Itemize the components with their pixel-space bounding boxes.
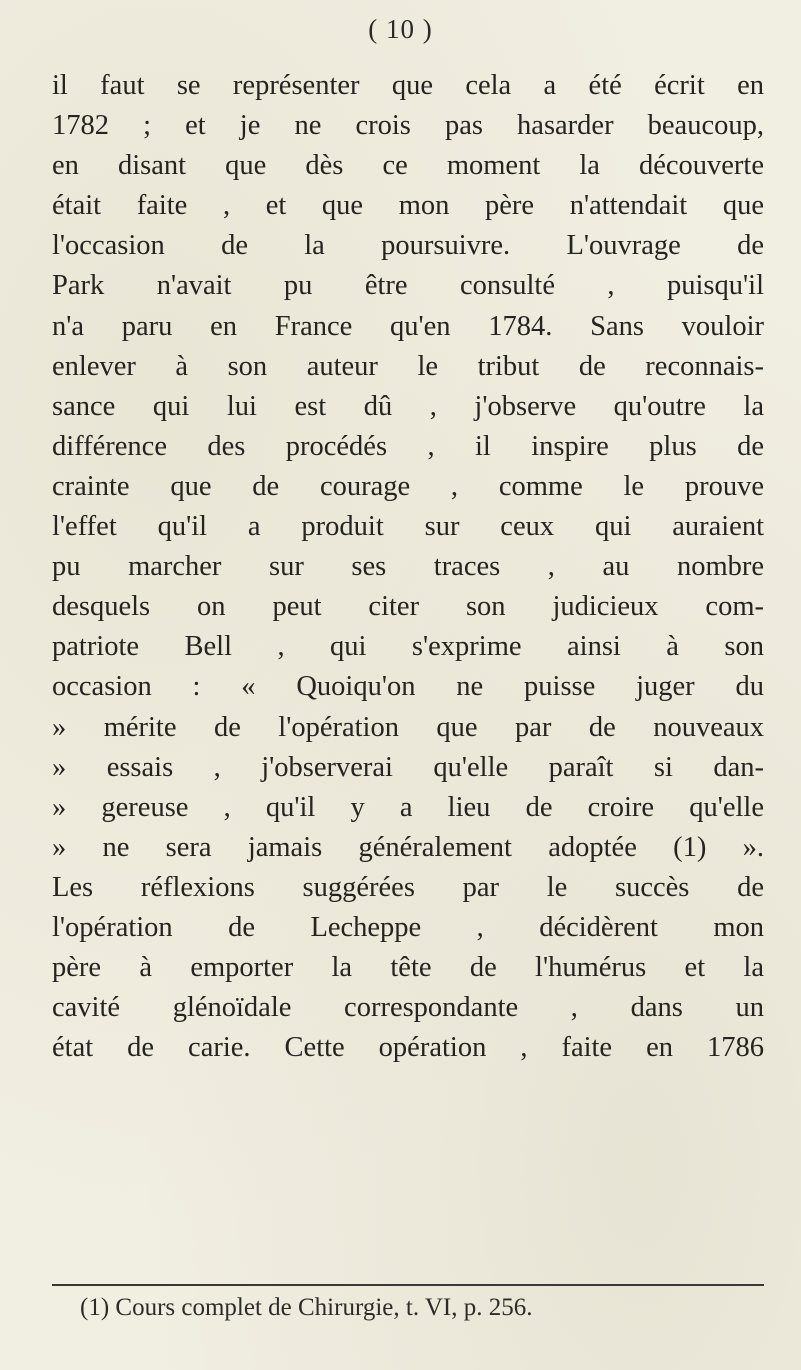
text-line: il faut se représenter que cela a été écrit en	[52, 70, 764, 101]
body-text	[52, 66, 764, 1068]
text-line: » gereuse , qu'il y a lieu de croire qu'elle	[52, 791, 764, 823]
text-line: » ne sera jamais généralement adoptée (1) ».	[52, 831, 764, 863]
footnote-divider	[52, 1284, 764, 1286]
text-line: sance qui lui est dû , j'observe qu'outre la	[52, 390, 764, 422]
text-line: desquels on peut citer son judicieux com-	[52, 591, 764, 623]
text-line: l'opération de Lecheppe , décidèrent mon	[52, 911, 764, 943]
text-line: l'effet qu'il a produit sur ceux qui auraient	[52, 511, 764, 543]
text-line: pu marcher sur ses traces , au nombre	[52, 551, 764, 583]
footnote: (1) Cours complet de Chirurgie, t. VI, p. 256.	[80, 1294, 533, 1321]
text-line: état de carie. Cette opération , faite en 1786	[52, 1032, 764, 1064]
text-line: père à emporter la tête de l'humérus et la	[52, 952, 764, 984]
text-line: n'a paru en France qu'en 1784. Sans vouloir	[52, 310, 764, 342]
text-line: en disant que dès ce moment la découverte	[52, 150, 764, 182]
text-line: occasion : « Quoiqu'on ne puisse juger du	[52, 671, 764, 703]
text-line: » mérite de l'opération que par de nouveaux	[52, 711, 764, 743]
text-line: 1782 ; et je ne crois pas hasarder beaucoup,	[52, 110, 764, 142]
text-line: était faite , et que mon père n'attendait que	[52, 190, 764, 222]
text-line: crainte que de courage , comme le prouve	[52, 470, 764, 502]
text-line: différence des procédés , il inspire plus de	[52, 430, 764, 462]
text-line: l'occasion de la poursuivre. L'ouvrage de	[52, 230, 764, 262]
text-line: Park n'avait pu être consulté , puisqu'il	[52, 270, 764, 302]
text-line: patriote Bell , qui s'exprime ainsi à son	[52, 631, 764, 663]
text-line: enlever à son auteur le tribut de reconnais-	[52, 350, 764, 382]
text-line: Les réflexions suggérées par le succès de	[52, 871, 764, 903]
text-line: cavité glénoïdale correspondante , dans un	[52, 992, 764, 1024]
page-number: ( 10 )	[368, 14, 433, 44]
text-line: » essais , j'observerai qu'elle paraît si dan-	[52, 751, 764, 783]
